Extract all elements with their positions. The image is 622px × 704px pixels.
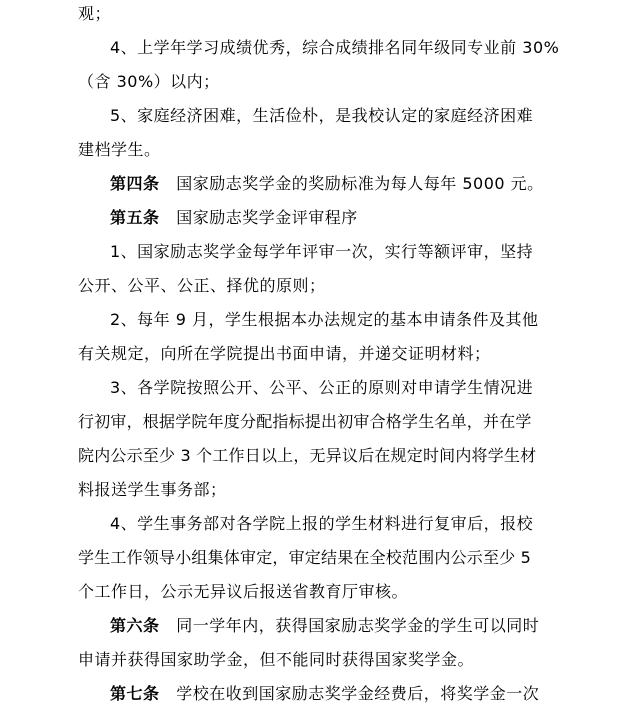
text-line-1: 观； bbox=[78, 4, 112, 23]
text-line-9: 公开、公平、公正、择优的原则； bbox=[78, 276, 326, 295]
article-text: 国家励志奖学金评审程序 bbox=[176, 208, 358, 227]
text-line-5: 建档学生。 bbox=[78, 140, 161, 159]
text-line-11: 有关规定，向所在学院提出书面申请，并递交证明材料； bbox=[78, 344, 491, 363]
article-5 bbox=[110, 208, 358, 228]
text-line-14: 院内公示至少 3 个工作日以上，无异议后在规定时间内将学生材 bbox=[78, 446, 537, 465]
article-text: 同一学年内，获得国家励志奖学金的学生可以同时 bbox=[176, 616, 540, 635]
article-label: 第四条 bbox=[110, 174, 160, 193]
text-line-2: 4、上学年学习成绩优秀，综合成绩排名同年级同专业前 30% bbox=[110, 38, 560, 57]
text-line-18: 个工作日，公示无异议后报送省教育厅审核。 bbox=[78, 582, 409, 601]
article-label: 第七条 bbox=[110, 684, 160, 703]
text-line-16: 4、学生事务部对各学院上报的学生材料进行复审后，报校 bbox=[110, 514, 534, 533]
article-4 bbox=[110, 174, 544, 194]
article-label: 第六条 bbox=[110, 616, 160, 635]
text-line-12: 3、各学院按照公开、公平、公正的原则对申请学生情况进 bbox=[110, 378, 534, 397]
text-line-4: 5、家庭经济困难，生活俭朴，是我校认定的家庭经济困难 bbox=[110, 106, 534, 125]
text-line-10: 2、每年 9 月，学生根据本办法规定的基本申请条件及其他 bbox=[110, 310, 539, 329]
text-line-3: （含 30%）以内； bbox=[78, 72, 220, 91]
article-text: 学校在收到国家励志奖学金经费后，将奖学金一次 bbox=[176, 684, 540, 703]
text-line-8: 1、国家励志奖学金每学年评审一次，实行等额评审，坚持 bbox=[110, 242, 534, 261]
text-line-20: 申请并获得国家助学金，但不能同时获得国家奖学金。 bbox=[78, 650, 475, 669]
article-6 bbox=[110, 616, 539, 636]
text-line-17: 学生工作领导小组集体审定，审定结果在全校范围内公示至少 5 bbox=[78, 548, 532, 567]
article-7 bbox=[110, 684, 539, 704]
text-line-15: 料报送学生事务部； bbox=[78, 480, 227, 499]
article-label: 第五条 bbox=[110, 208, 160, 227]
article-text: 国家励志奖学金的奖励标准为每人每年 5000 元。 bbox=[176, 174, 544, 193]
text-line-13: 行初审，根据学院年度分配指标提出初审合格学生名单，并在学 bbox=[78, 412, 532, 431]
